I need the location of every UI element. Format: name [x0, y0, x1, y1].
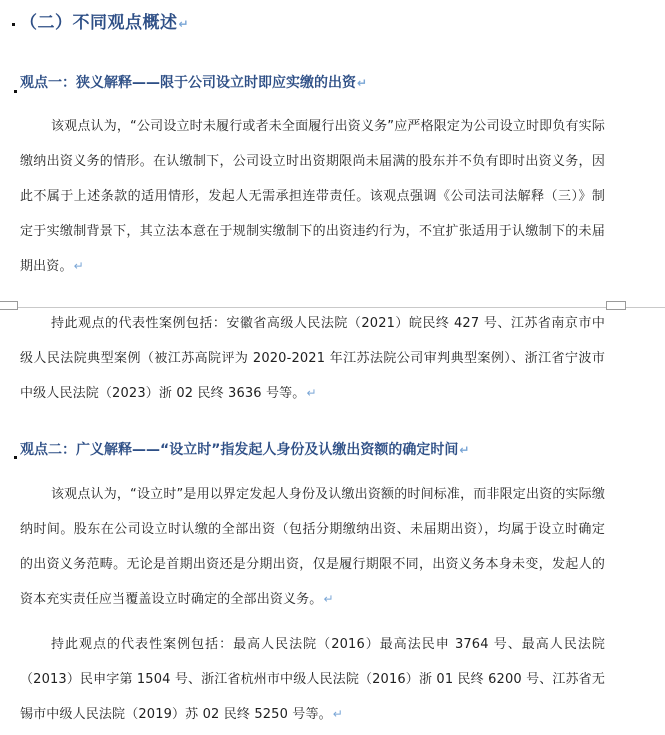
paragraph-mark-icon: ↵ — [459, 443, 470, 457]
view1-body-paragraph[interactable] — [20, 109, 605, 284]
paragraph-mark-icon: ↵ — [332, 707, 343, 721]
page-break-right-handle[interactable] — [606, 301, 626, 310]
view1-heading-text: 观点一：狭义解释——限于公司设立时即应实缴的出资 — [20, 75, 356, 91]
view2-cases-paragraph[interactable] — [20, 627, 605, 732]
paragraph-mark-icon: ↵ — [323, 592, 334, 606]
view2-body-text: 该观点认为，“设立时”是用以界定发起人身份及认缴出资额的时间标准，而非限定出资的实际缴纳时间。股东在公司设立时认缴的全部出资（包括分期缴纳出资、未届期出资），均属于设立时确定的出资义务范畴。无论是首期出资还是分期出资，仅是履行期限不同，出资义务本身未变，发起人的资本充实责任应当覆盖设立时确定的全部出资义务。 — [20, 487, 605, 607]
paragraph-mark-icon: ↵ — [357, 76, 368, 90]
page-break-left-handle[interactable] — [0, 301, 18, 310]
view1-cases-paragraph[interactable] — [20, 306, 605, 411]
view2-cases-text: 持此观点的代表性案例包括：最高人民法院（2016）最高法民申 3764 号、最高人民法院（2013）民申字第 1504 号、浙江省杭州市中级人民法院（2016）浙 01 民终 6200 号、江苏省无锡市中级人民法院（2019）苏 02 民终 5250 号等。 — [20, 637, 605, 722]
paragraph-mark-icon: ↵ — [306, 386, 317, 400]
paragraph-mark-icon: ↵ — [73, 259, 84, 273]
paragraph-mark-icon: ↵ — [178, 17, 190, 31]
heading-bullet — [14, 456, 17, 459]
view1-heading[interactable] — [20, 72, 367, 92]
view1-body-text: 该观点认为，“公司设立时未履行或者未全面履行出资义务”应严格限定为公司设立时即负有实际缴纳出资义务的情形。在认缴制下，公司设立时出资期限尚未届满的股东并不负有即时出资义务，因此不属于上述条款的适用情形，发起人无需承担连带责任。该观点强调《公司法司法解释（三）》制定于实缴制背景下，其立法本意在于规制实缴制下的出资违约行为，不宜扩张适用于认缴制下的未届期出资。 — [20, 119, 605, 274]
view2-heading[interactable] — [20, 439, 469, 459]
section-heading[interactable] — [20, 8, 189, 33]
heading-bullet — [12, 23, 15, 26]
section-heading-text: （二）不同观点概述 — [20, 13, 178, 33]
view2-body-paragraph[interactable] — [20, 477, 605, 617]
heading-bullet — [14, 90, 17, 93]
view1-cases-text: 持此观点的代表性案例包括：安徽省高级人民法院（2021）皖民终 427 号、江苏省南京市中级人民法院典型案例（被江苏高院评为 2020-2021 年江苏法院公司审判典型案例）、浙江省宁波市中级人民法院（2023）浙 02 民终 3636 号等。 — [20, 316, 605, 401]
view2-heading-text: 观点二：广义解释——“设立时”指发起人身份及认缴出资额的确定时间 — [20, 442, 459, 458]
